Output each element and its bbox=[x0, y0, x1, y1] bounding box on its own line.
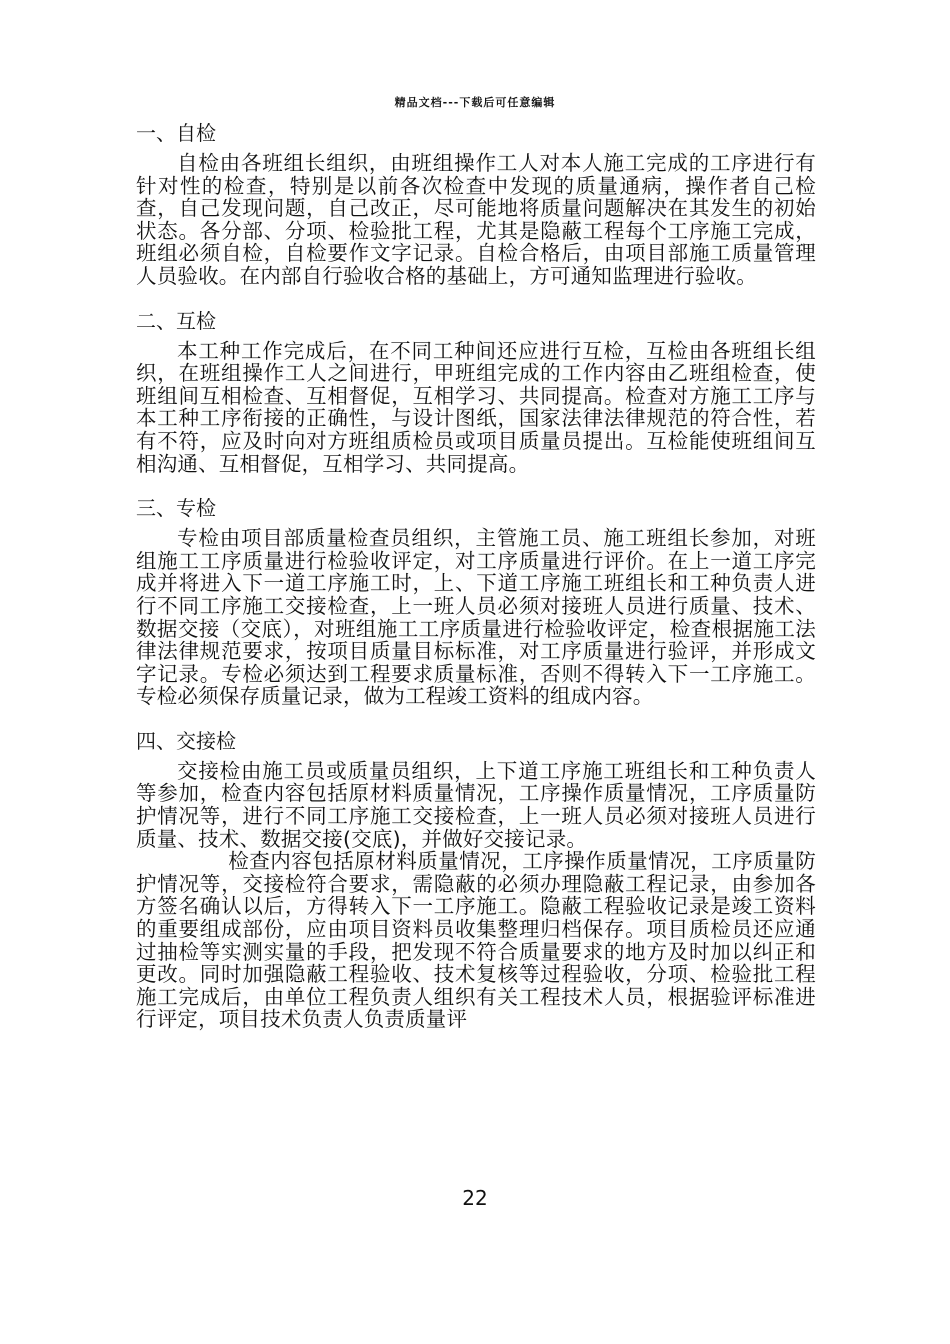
section-heading: 一、自检 bbox=[136, 121, 216, 145]
section-paragraph: 专检由项目部质量检查员组织，主管施工员、施工班组长参加，对班组施工工序质量进行检验收评定，对工序质量进行评价。在上一道工序完成并将进入下一道工序施工时，上、下道工序施工班组长和工种负责人进行不同工序施工交接检查，上一班人员必须对接班人员进行质量、技术、数据交接（交底），对班组施工工序质量进行检验收评定，检查根据施工法律法律规范要求，按项目质量目标标准，对工序质量进行验评，并形成文字记录。专检必须达到工程要求质量标准，否则不得转入下一工序施工。专检必须保存质量记录，做为工程竣工资料的组成内容。 bbox=[136, 526, 816, 709]
section-heading: 四、交接检 bbox=[136, 728, 236, 753]
document-body bbox=[136, 116, 816, 1043]
section-paragraph: 交接检由施工员或质量员组织，上下道工序施工班组长和工种负责人等参加，检查内容包括原材料质量情况，工序操作质量情况，工序质量防护情况等，进行不同工序施工交接检查，上一班人员必须对接班人员进行质量、技术、数据交接(交底)，并做好交接记录。 bbox=[136, 758, 816, 851]
section-self-check bbox=[136, 118, 816, 288]
section-handover-check bbox=[136, 726, 816, 1031]
section-paragraph: 本工种工作完成后，在不同工种间还应进行互检，互检由各班组长组织，在班组操作工人之间进行，甲班组完成的工作内容由乙班组检查，使班组间互相检查、互相督促，互相学习、共同提高。检查对方施工工序与本工种工序衔接的正确性，与设计图纸，国家法律法律规范的符合性，若有不符，应及时向对方班组质检员或项目质量员提出。互检能使班组间互相沟通、互相督促，互相学习、共同提高。 bbox=[136, 338, 816, 476]
section-heading: 二、互检 bbox=[136, 308, 216, 333]
page-header: 精品文档---下载后可任意编辑 bbox=[394, 96, 556, 109]
section-mutual-check bbox=[136, 306, 816, 476]
section-paragraph: 自检由各班组长组织，由班组操作工人对本人施工完成的工序进行有针对性的检查，特别是以前各次检查中发现的质量通病，操作者自己检查，自己发现问题，自己改正，尽可能地将质量问题解决在其发生的初始状态。各分部、分项、检验批工程，尤其是隐蔽工程每个工序施工完成，班组必须自检，自检要作文字记录。自检合格后，由项目部施工质量管理人员验收。在内部自行验收合格的基础上，方可通知监理进行验收。 bbox=[136, 151, 816, 288]
section-paragraph: 检查内容包括原材料质量情况，工序操作质量情况，工序质量防护情况等，交接检符合要求，需隐蔽的必须办理隐蔽工程记录，由参加各方签名确认以后，方得转入下一工序施工。隐蔽工程验收记录是竣工资料的重要组成部份，应由项目资料员收集整理归档保存。项目质检员还应通过抽检等实测实量的手段，把发现不符合质量要求的地方及时加以纠正和更改。同时加强隐蔽工程验收、技术复核等过程验收，分项、检验批工程施工完成后，由单位工程负责人组织有关工程技术人员，根据验评标准进行评定，项目技术负责人负责质量评 bbox=[136, 849, 816, 1032]
section-special-check bbox=[136, 493, 816, 708]
section-heading: 三、专检 bbox=[136, 496, 216, 521]
page-number: 22 bbox=[462, 1186, 488, 1210]
